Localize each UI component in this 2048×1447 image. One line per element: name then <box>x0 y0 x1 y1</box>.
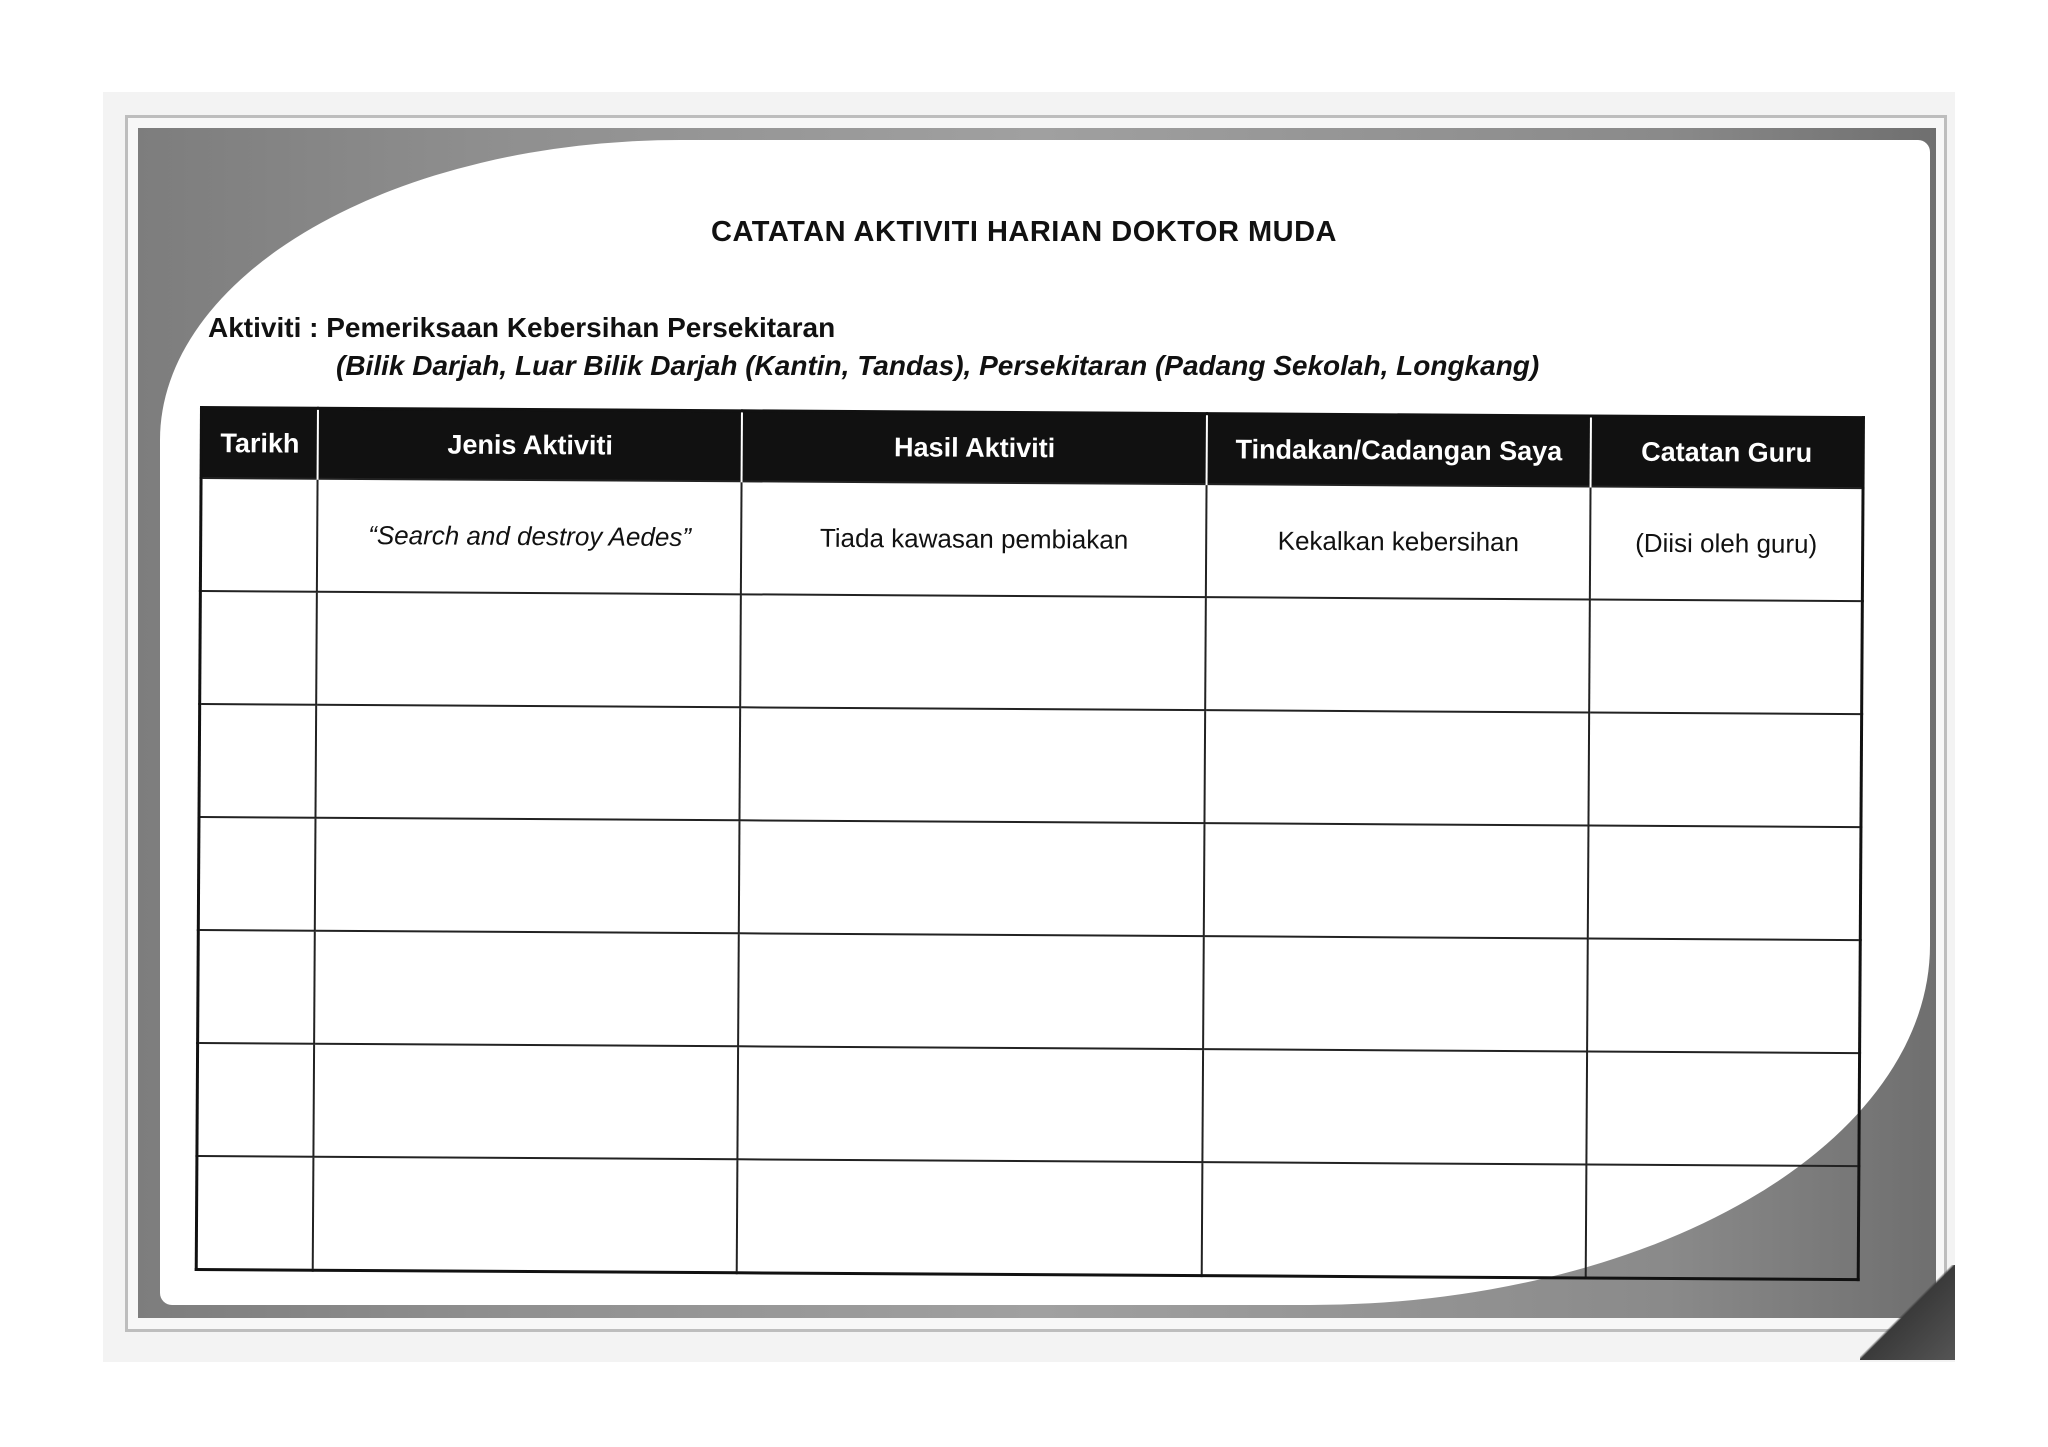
table-row <box>200 478 1863 601</box>
decorative-corner <box>1860 1265 1955 1360</box>
page-title: CATATAN AKTIVITI HARIAN DOKTOR MUDA <box>711 216 1337 248</box>
blank-cell[interactable] <box>199 704 317 818</box>
table-row <box>196 1156 1859 1280</box>
blank-cell[interactable] <box>1588 712 1861 827</box>
header-tarikh: Tarikh <box>201 408 318 479</box>
cell-jenis-aktiviti[interactable]: “Search and destroy Aedes” <box>317 479 742 595</box>
blank-cell[interactable] <box>1206 597 1590 712</box>
blank-cell[interactable] <box>1589 599 1862 714</box>
blank-cell[interactable] <box>1204 823 1588 938</box>
blank-cell[interactable] <box>1588 825 1861 940</box>
blank-cell[interactable] <box>741 594 1207 710</box>
cell-catatan-guru[interactable]: (Diisi oleh guru) <box>1590 486 1863 601</box>
blank-cell[interactable] <box>1203 936 1587 1051</box>
blank-cell[interactable] <box>198 930 316 1044</box>
blank-cell[interactable] <box>315 931 740 1047</box>
blank-cell[interactable] <box>737 1159 1203 1275</box>
activity-description <box>208 310 1540 381</box>
table-row <box>199 704 1862 827</box>
blank-cell[interactable] <box>1202 1162 1586 1278</box>
blank-cell[interactable] <box>1203 1049 1587 1164</box>
blank-cell[interactable] <box>1587 938 1860 1053</box>
activity-label: Aktiviti : <box>208 312 319 343</box>
blank-cell[interactable] <box>316 705 741 821</box>
blank-cell[interactable] <box>1205 710 1589 825</box>
table-row <box>200 591 1863 714</box>
cell-hasil-aktiviti[interactable]: Tiada kawasan pembiakan <box>741 481 1207 597</box>
activity-name: Pemeriksaan Kebersihan Persekitaran <box>326 312 836 343</box>
blank-cell[interactable] <box>1586 1164 1859 1279</box>
table-row <box>198 817 1861 940</box>
blank-cell[interactable] <box>313 1157 738 1273</box>
header-jenis-aktiviti: Jenis Aktiviti <box>318 408 742 481</box>
table-row <box>198 930 1861 1053</box>
blank-cell[interactable] <box>317 592 742 708</box>
blank-cell[interactable] <box>740 707 1206 823</box>
table-row <box>197 1043 1860 1166</box>
cell-tarikh[interactable] <box>200 478 318 592</box>
blank-cell[interactable] <box>315 818 740 934</box>
blank-cell[interactable] <box>314 1044 739 1160</box>
blank-cell[interactable] <box>738 1046 1204 1162</box>
activity-detail: (Bilik Darjah, Luar Bilik Darjah (Kantin, Tandas), Persekitaran (Padang Sekolah, Longkang) <box>336 350 1540 381</box>
blank-cell[interactable] <box>200 591 318 705</box>
blank-cell[interactable] <box>738 933 1204 1049</box>
header-catatan-guru: Catatan Guru <box>1591 416 1864 488</box>
blank-cell[interactable] <box>198 817 316 931</box>
activity-log-table <box>195 406 1865 1281</box>
table-header-row <box>201 408 1863 489</box>
header-tindakan-cadangan: Tindakan/Cadangan Saya <box>1207 414 1591 487</box>
blank-cell[interactable] <box>1586 1051 1859 1166</box>
cell-tindakan-cadangan[interactable]: Kekalkan kebersihan <box>1206 484 1590 599</box>
blank-cell[interactable] <box>197 1043 315 1157</box>
blank-cell[interactable] <box>196 1156 314 1270</box>
header-hasil-aktiviti: Hasil Aktiviti <box>742 411 1207 484</box>
blank-cell[interactable] <box>739 820 1205 936</box>
